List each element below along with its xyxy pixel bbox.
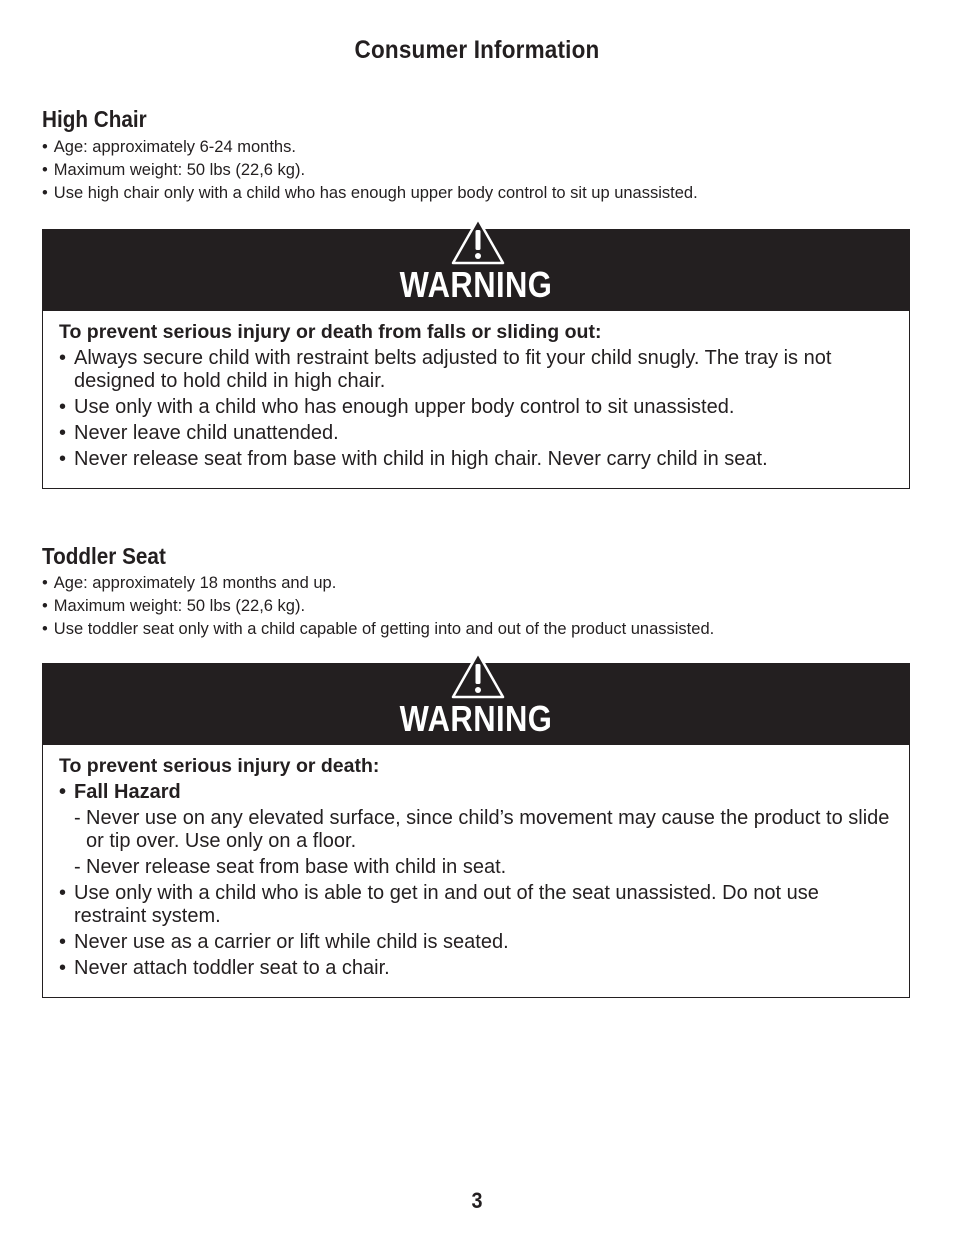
warning-triangle-icon bbox=[451, 651, 505, 699]
warning-item: • Never release seat from base with child in high chair. Never carry child in seat. bbox=[59, 448, 768, 470]
spec-item: • Age: approximately 6-24 months. bbox=[42, 136, 698, 159]
spec-item: • Use toddler seat only with a child capable of getting into and out of the product unassisted. bbox=[42, 618, 714, 641]
fall-hazard-subitem: - Never use on any elevated surface, since child’s movement may cause the product to slide or tip over. Use only on a floor. bbox=[74, 807, 890, 852]
fall-hazard-item: • Fall Hazard bbox=[59, 781, 181, 803]
warning-title: WARNING bbox=[399, 264, 553, 305]
warning-item: • Never attach toddler seat to a chair. bbox=[59, 957, 390, 979]
warning-item: • Never leave child unattended. bbox=[59, 422, 339, 444]
section-heading-high-chair: High Chair bbox=[42, 106, 147, 132]
warning-header bbox=[43, 230, 909, 311]
spec-item: • Maximum weight: 50 lbs (22,6 kg). bbox=[42, 595, 714, 618]
warning-lead: To prevent serious injury or death: bbox=[59, 755, 380, 777]
warning-item: • Never use as a carrier or lift while child is seated. bbox=[59, 931, 509, 953]
warning-item: • Use only with a child who has enough upper body control to sit unassisted. bbox=[59, 396, 735, 418]
page-title: Consumer Information bbox=[354, 36, 600, 64]
section-heading-toddler-seat: Toddler Seat bbox=[42, 543, 166, 569]
warning-box-high-chair bbox=[42, 229, 910, 489]
warning-body bbox=[43, 745, 909, 995]
spec-item: • Maximum weight: 50 lbs (22,6 kg). bbox=[42, 159, 698, 182]
warning-box-toddler-seat bbox=[42, 663, 910, 998]
fall-hazard-subitem: - Never release seat from base with child in seat. bbox=[74, 856, 507, 878]
warning-body bbox=[43, 311, 909, 486]
warning-title: WARNING bbox=[399, 698, 553, 739]
page-number: 3 bbox=[471, 1188, 483, 1213]
warning-item: • Use only with a child who is able to get in and out of the seat unassisted. Do not use restraint system. bbox=[59, 882, 819, 927]
high-chair-spec-list bbox=[42, 136, 698, 205]
warning-item: • Always secure child with restraint belts adjusted to fit your child snugly. The tray is not designed to hold child in high chair. bbox=[59, 347, 832, 392]
warning-triangle-icon bbox=[451, 217, 505, 265]
spec-item: • Use high chair only with a child who has enough upper body control to sit up unassisted. bbox=[42, 182, 698, 205]
spec-item: • Age: approximately 18 months and up. bbox=[42, 572, 714, 595]
warning-header bbox=[43, 664, 909, 745]
toddler-seat-spec-list bbox=[42, 572, 714, 641]
warning-lead: To prevent serious injury or death from falls or sliding out: bbox=[59, 321, 602, 343]
